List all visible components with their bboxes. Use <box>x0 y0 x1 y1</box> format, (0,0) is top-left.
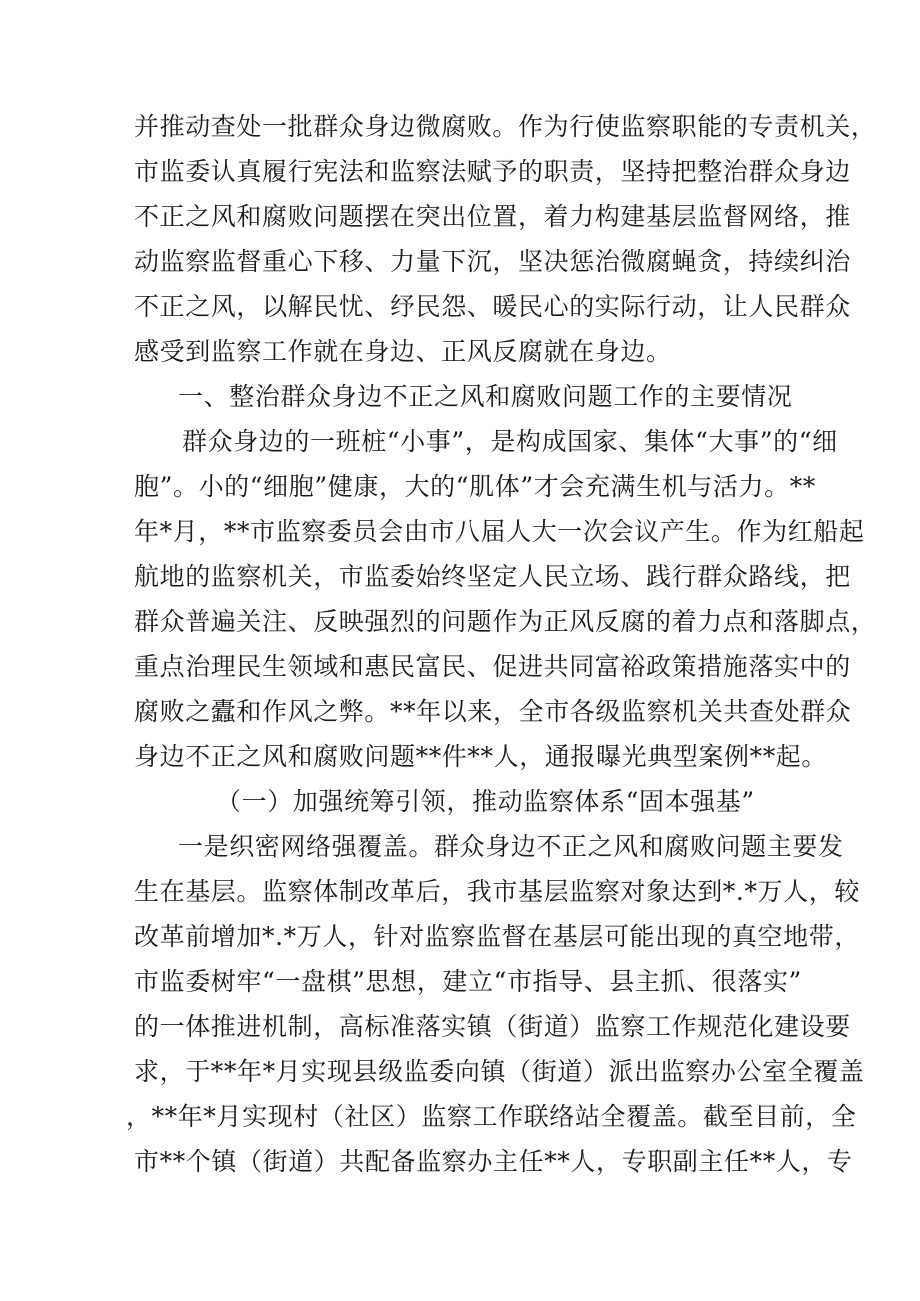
paragraph-line: 航地的监察机关，市监委始终坚定人民立场、践行群众路线，把 <box>134 562 851 591</box>
paragraph-line: 感受到监察工作就在身边、正风反腐就在身边。 <box>134 337 672 366</box>
section-heading: 一、整治群众身边不正之风和腐败问题工作的主要情况 <box>178 382 793 411</box>
paragraph-line: 市监委树牢“一盘棋”思想，建立“市指导、县主抓、很落实” <box>134 967 802 996</box>
paragraph-line: 年*月，**市监察委员会由市八届人大一次会议产生。作为红船起 <box>134 517 865 546</box>
paragraph-line: 市**个镇（街道）共配备监察办主任**人，专职副主任**人，专 <box>134 1147 853 1176</box>
paragraph-line: 不正之风，以解民忧、纾民怨、暖民心的实际行动，让人民群众 <box>134 292 851 321</box>
paragraph-line: 胞”。小的“细胞”健康，大的“肌体”才会充满生机与活力。** <box>134 472 816 501</box>
paragraph-line: 求，于**年*月实现县级监委向镇（街道）派出监察办公室全覆盖 <box>134 1057 865 1086</box>
paragraph-line: 重点治理民生领域和惠民富民、促进共同富裕政策措施落实中的 <box>134 652 851 681</box>
paragraph-line: 的一体推进机制，高标准落实镇（街道）监察工作规范化建设要 <box>134 1012 851 1041</box>
paragraph-line: 一是织密网络强覆盖。群众身边不正之风和腐败问题主要发 <box>178 832 844 861</box>
paragraph-line: 群众普遍关注、反映强烈的问题作为正风反腐的着力点和落脚点， <box>134 607 877 636</box>
subsection-heading: （一）加强统筹引领，推动监察体系“固本强基” <box>216 787 755 816</box>
paragraph-line: 并推动查处一批群众身边微腐败。作为行使监察职能的专责机关， <box>134 112 877 141</box>
paragraph-line: 生在基层。监察体制改革后，我市基层监察对象达到*.*万人，较 <box>134 877 860 906</box>
paragraph-line: 动监察监督重心下移、力量下沉，坚决惩治微腐蝇贪，持续纠治 <box>134 247 851 276</box>
paragraph-line: 不正之风和腐败问题摆在突出位置，着力构建基层监督网络，推 <box>134 202 851 231</box>
paragraph-line: 身边不正之风和腐败问题**件**人，通报曝光典型案例**起。 <box>134 742 828 771</box>
paragraph-line: 改革前增加*.*万人，针对监察监督在基层可能出现的真空地带， <box>134 922 860 951</box>
paragraph-line: 群众身边的一班桩“小事”，是构成国家、集体“大事”的“细 <box>182 427 838 456</box>
paragraph-line: ，**年*月实现村（社区）监察工作联络站全覆盖。截至目前，全 <box>126 1102 857 1131</box>
paragraph-line: 市监委认真履行宪法和监察法赋予的职责，坚持把整治群众身边 <box>134 157 851 186</box>
paragraph-line: 腐败之蠹和作风之弊。**年以来，全市各级监察机关共查处群众 <box>134 697 852 726</box>
